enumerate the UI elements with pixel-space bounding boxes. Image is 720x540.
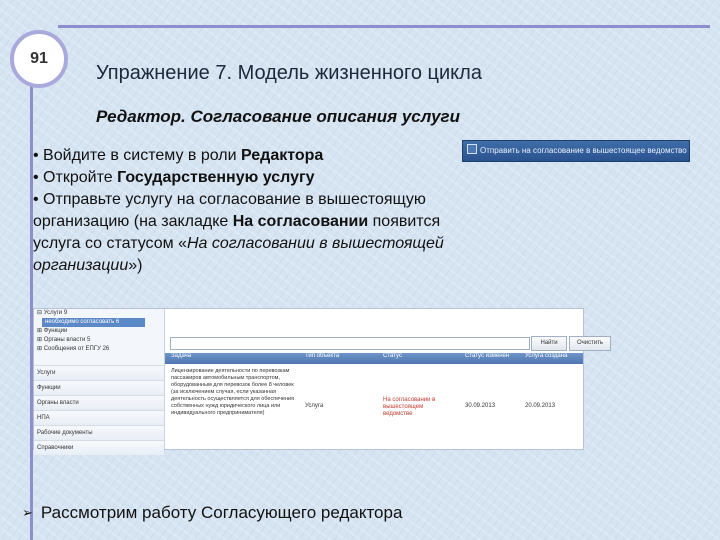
checkbox-icon (467, 144, 477, 154)
app-screenshot (33, 308, 604, 451)
next-step-note (22, 503, 402, 523)
row-status: На согласовании в вышестоящем ведомстве (383, 397, 436, 417)
instruction-text: Откройте (38, 169, 118, 186)
search-input[interactable] (170, 337, 530, 350)
clear-button[interactable]: Очистить (569, 336, 611, 351)
column-header[interactable]: Статус изменен (465, 353, 510, 359)
instruction-emphasis: На согласовании (232, 213, 369, 230)
sidebar-nav (34, 365, 164, 455)
send-for-approval-label: Отправить на согласование в вышестоящее ведомство (480, 146, 687, 155)
tree-item-services[interactable]: ⊟ Услуги 9 (37, 310, 68, 316)
row-status-changed: 30.09.2013 (465, 403, 496, 409)
bullet-mark: • (33, 169, 39, 186)
instruction-text: Войдите в систему в роли (38, 147, 241, 164)
tree-item-needs-approval[interactable]: необходимо согласовать 6 (42, 318, 145, 327)
sidebar-item-work-documents[interactable]: Рабочие документы (34, 425, 164, 440)
bullet-mark: • (33, 191, 39, 208)
tree-item-authorities[interactable]: ⊞ Органы власти 5 (37, 337, 91, 343)
sidebar (34, 309, 165, 449)
next-step-text: Рассмотрим работу Согласующего редактора (40, 503, 403, 522)
sidebar-item-npa[interactable]: НПА (34, 410, 164, 425)
instruction-status-text: На согласовании в вышестоящей организации (33, 235, 444, 274)
column-header[interactable]: Статус (383, 353, 402, 359)
instruction-emphasis: Государственную услугу (117, 169, 315, 186)
sidebar-item-services[interactable]: Услуги (34, 365, 164, 380)
instruction-text: Отправьте услугу на согласование в вышестоящую организацию (на закладке (33, 191, 426, 230)
instruction-text: ») (128, 257, 143, 274)
slide-number-badge (10, 30, 68, 88)
find-button[interactable]: Найти (531, 336, 567, 351)
arrow-bullet-icon: ➢ (22, 505, 33, 520)
instruction-item (33, 167, 463, 189)
slide-number: 91 (30, 50, 48, 67)
slide-frame-left (30, 70, 33, 540)
sidebar-item-functions[interactable]: Функции (34, 380, 164, 395)
slide-title: Упражнение 7. Модель жизненного цикла (96, 62, 482, 84)
column-header[interactable]: Задача (171, 353, 192, 359)
column-header[interactable]: Тип объекта (305, 353, 340, 359)
slide-frame-top (58, 25, 710, 28)
instruction-list (33, 145, 463, 277)
send-for-approval-button[interactable] (462, 140, 690, 162)
instruction-item (33, 145, 463, 167)
slide-subtitle: Редактор. Согласование описания услуги (96, 107, 461, 126)
instruction-text: появится услуга со статусом « (33, 213, 441, 252)
bullet-mark: • (33, 147, 39, 164)
tree-item-epgu-messages[interactable]: ⊞ Сообщения от ЕПГУ 26 (37, 346, 110, 352)
column-header[interactable]: Услуга создана (525, 353, 568, 359)
table-row[interactable] (165, 366, 583, 448)
row-object-type: Услуга (305, 403, 324, 409)
instruction-emphasis: Редактора (241, 147, 324, 164)
sidebar-item-authorities[interactable]: Органы власти (34, 395, 164, 410)
row-created: 20.09.2013 (525, 403, 556, 409)
instruction-item (33, 189, 463, 277)
table-header (165, 353, 583, 364)
services-tree (34, 309, 164, 354)
tree-item-functions[interactable]: ⊞ Функции (37, 328, 68, 334)
sidebar-item-directories[interactable]: Справочники (34, 440, 164, 455)
row-service-name: Лицензирование деятельности по перевозкам пассажиров автомобильным транспортом, оборудованным для перевозок более 8 человек (за исключением случая, если указанная деятельность осуществляется для обеспечения собственных нужд юридического лица или индивидуального предпринимателя) (171, 368, 295, 416)
